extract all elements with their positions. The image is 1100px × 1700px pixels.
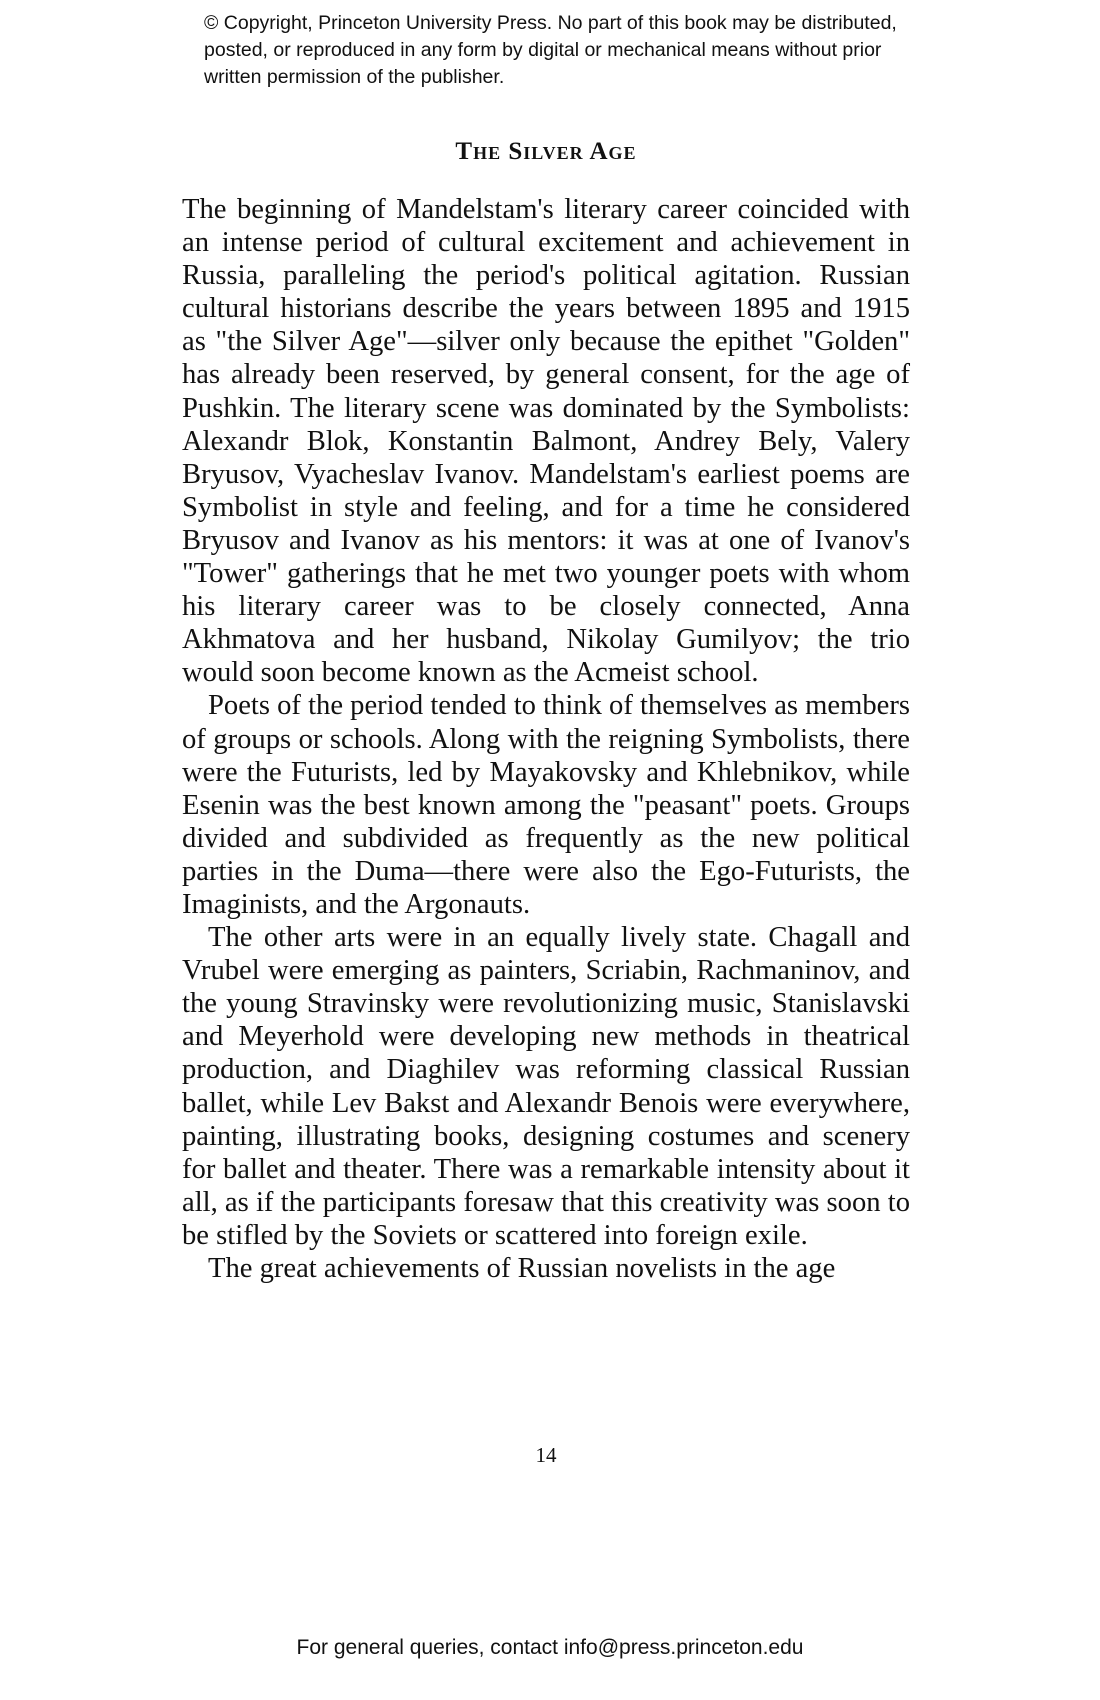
paragraph-2: Poets of the period tended to think of themselves as members of groups or schools. Along with the reigning Symbolists, there were the Futurists, led by Mayakovsky and Khlebnikov, while Esenin was the best known among the "peasant" poets. Groups divided and subdivided as frequently as the new political parties in the Duma—there were also the Ego-Futurists, the Imaginists, and the Argonauts. (182, 690, 910, 920)
paragraph-1: The beginning of Mandelstam's literary career coincided with an intense period of cultural excitement and achievement in Russia, paralleling the period's political agitation. Russian cultural historians describe the years between 1895 and 1915 as "the Silver Age"—silver only because the epithet "Golden" has already been reserved, by general consent, for the age of Pushkin. The literary scene was dominated by the Symbolists: Alexandr Blok, Konstantin Balmont, Andrey Bely, Valery Bryusov, Vyacheslav Ivanov. Mandelstam's earliest poems are Symbolist in style and feeling, and for a time he considered Bryusov and Ivanov as his mentors: it was at one of Ivanov's "Tower" gatherings that he met two younger poets with whom his literary career was to be closely connected, Anna Akhmatova and her husband, Nikolay Gumilyov; the trio would soon become known as the Acmeist school. (182, 194, 910, 689)
copyright-notice: © Copyright, Princeton University Press. No part of this book may be distributed, posted, or reproduced in any form by digital or mechanical means without prior written permission of the publisher. (204, 12, 897, 88)
chapter-title: The Silver Age (455, 138, 637, 165)
body-text (182, 193, 910, 1285)
footer-contact: For general queries, contact info@press.princeton.edu (296, 1636, 804, 1659)
paragraph-3: The other arts were in an equally lively state. Chagall and Vrubel were emerging as painters, Scriabin, Rachmaninov, and the young Stravinsky were revolutionizing music, Stanislavski and Meyerhold were developing new methods in theatrical production, and Diaghilev was reforming classical Russian ballet, while Lev Bakst and Alexandr Benois were everywhere, painting, illustrating books, designing costumes and scenery for ballet and theater. There was a remarkable intensity about it all, as if the participants foresaw that this creativity was soon to be stifled by the Soviets or scattered into foreign exile. (182, 922, 910, 1251)
paragraph-4: The great achievements of Russian novelists in the age (208, 1253, 836, 1284)
page-number: 14 (535, 1443, 557, 1467)
